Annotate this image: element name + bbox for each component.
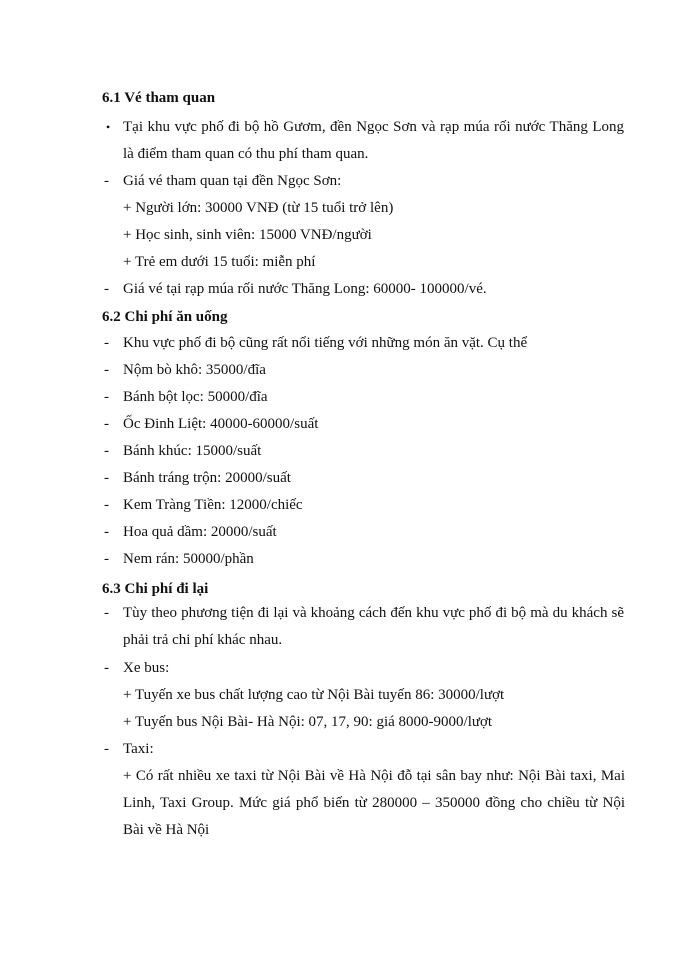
list-item-text: Nộm bò khô: 35000/đĩa [123, 362, 266, 378]
section-heading: 6.1 Vé tham quan [102, 90, 216, 106]
list-item-text: Tùy theo phương tiện đi lại và khoảng cách đến khu vực phố đi bộ mà du khách sẽ phải trả chi phí khác nhau. [123, 605, 624, 648]
list-item-text: Ốc Đinh Liệt: 40000-60000/suất [123, 416, 319, 432]
list-item-text: Taxi: [123, 741, 154, 757]
dash-marker: - [104, 741, 109, 757]
dash-marker: - [104, 281, 109, 297]
dash-marker: - [104, 443, 109, 459]
dash-marker: - [104, 551, 109, 567]
dash-marker: - [104, 497, 109, 513]
section-heading: 6.2 Chi phí ăn uống [102, 309, 228, 325]
list-item-text: Bánh bột lọc: 50000/đĩa [123, 389, 268, 405]
list-item-text: Khu vực phố đi bộ cũng rất nổi tiếng với những món ăn vặt. Cụ thể [123, 335, 528, 351]
dash-marker: - [104, 362, 109, 378]
dash-marker: - [104, 335, 109, 351]
list-item-text: Kem Tràng Tiền: 12000/chiếc [123, 497, 303, 513]
list-item-text: Giá vé tham quan tại đền Ngọc Sơn: [123, 173, 342, 189]
sub-item: + Có rất nhiều xe taxi từ Nội Bài về Hà Nội đỗ tại sân bay như: Nội Bài taxi, Mai Linh, Taxi Group. Mức giá phổ biến từ 280000 – 350000 đồng cho chiều từ Nội Bài về Hà Nội [123, 768, 625, 838]
sub-item: + Trẻ em dưới 15 tuổi: miễn phí [123, 254, 316, 270]
dash-marker: - [104, 173, 109, 189]
dash-marker: - [104, 524, 109, 540]
sub-item: + Tuyến bus Nội Bài- Hà Nội: 07, 17, 90: giá 8000-9000/lượt [123, 714, 493, 730]
sub-item: + Tuyến xe bus chất lượng cao từ Nội Bài tuyến 86: 30000/lượt [123, 687, 505, 703]
sub-item: + Người lớn: 30000 VNĐ (từ 15 tuổi trở lên) [123, 200, 394, 216]
dash-marker: - [104, 416, 109, 432]
bullet-icon: • [106, 120, 111, 134]
list-item-text: Hoa quả dầm: 20000/suất [123, 524, 277, 540]
list-item-text: Xe bus: [123, 660, 170, 676]
dash-marker: - [104, 470, 109, 486]
list-item-text: Bánh tráng trộn: 20000/suất [123, 470, 291, 486]
list-item-text: Nem rán: 50000/phần [123, 551, 254, 567]
dash-marker: - [104, 605, 109, 621]
dash-marker: - [104, 389, 109, 405]
sub-item: + Học sinh, sinh viên: 15000 VNĐ/người [123, 227, 372, 243]
list-item-text: Giá vé tại rạp múa rối nước Thăng Long: 60000- 100000/vé. [123, 281, 487, 297]
list-item-text: Bánh khúc: 15000/suất [123, 443, 262, 459]
dash-marker: - [104, 660, 109, 676]
section-heading: 6.3 Chi phí đi lại [102, 581, 209, 597]
list-item-text: Tại khu vực phố đi bộ hồ Gươm, đền Ngọc Sơn và rạp múa rối nước Thăng Long là điểm tham quan có thu phí tham quan. [123, 119, 624, 162]
